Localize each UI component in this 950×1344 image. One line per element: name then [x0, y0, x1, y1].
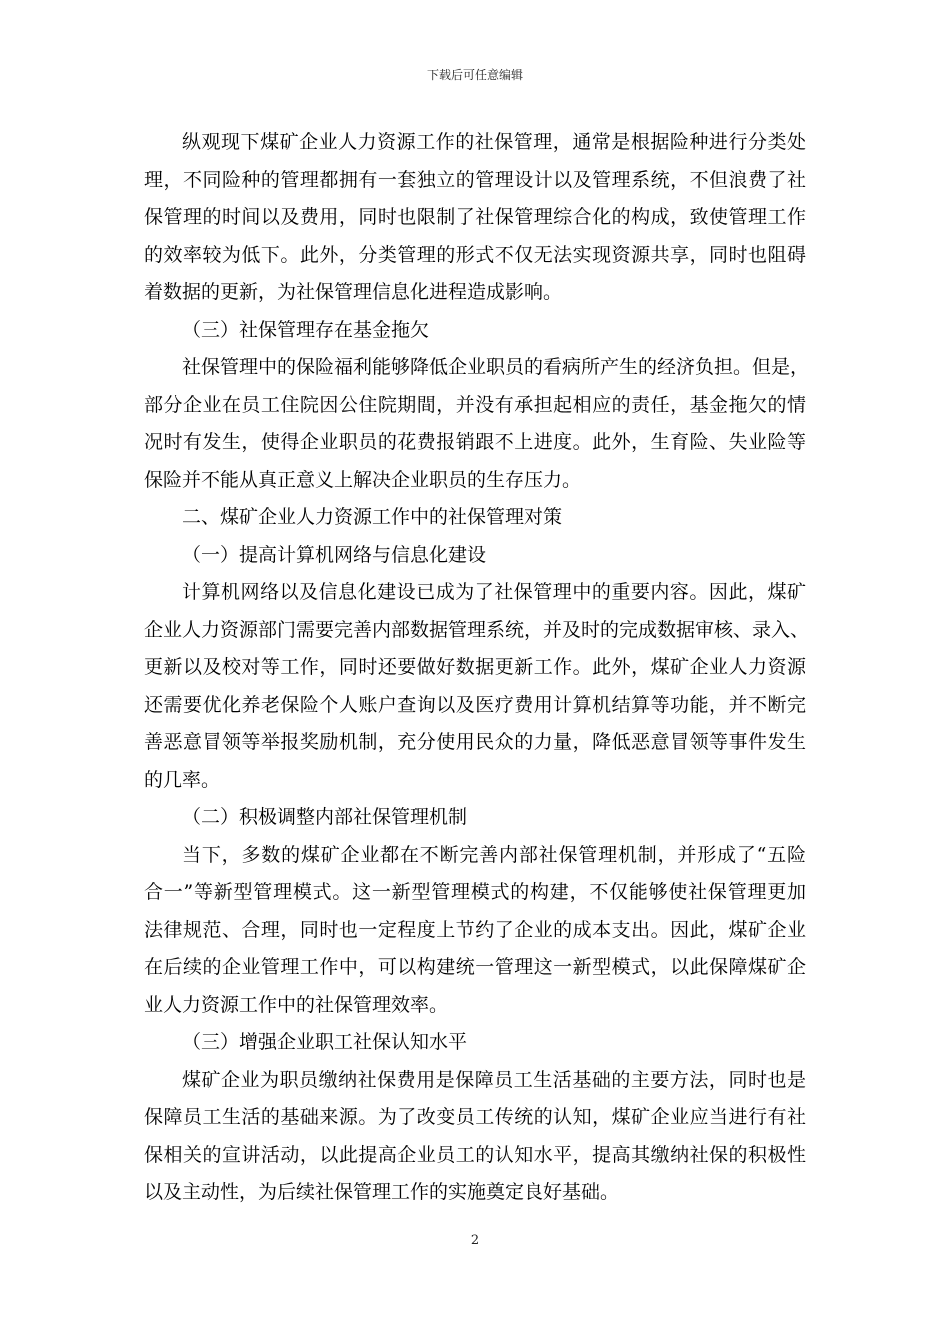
text-line: 在后续的企业管理工作中，可以构建统一管理这一新型模式，以此保障煤矿企 — [144, 956, 806, 978]
text-line: 社保管理中的保险福利能够降低企业职员的看病所产生的经济负担。但是， — [182, 356, 810, 378]
text-line: 还需要优化养老保险个人账户查询以及医疗费用计算机结算等功能，并不断完 — [144, 693, 806, 716]
text-line: 业人力资源工作中的社保管理效率。 — [144, 993, 449, 1016]
section-heading — [144, 312, 806, 350]
document-body — [144, 124, 810, 1212]
text-line: 的效率较为低下。此外，分类管理的形式不仅无法实现资源共享，同时也阻碍 — [144, 243, 806, 266]
paragraph — [144, 574, 810, 799]
text-line: 着数据的更新，为社保管理信息化进程造成影响。 — [144, 281, 563, 303]
text-line: 企业人力资源部门需要完善内部数据管理系统，并及时的完成数据审核、录入、 — [144, 618, 810, 641]
text-line: 以及主动性，为后续社保管理工作的实施奠定良好基础。 — [144, 1181, 620, 1203]
text-line: 保险并不能从真正意义上解决企业职员的生存压力。 — [144, 468, 582, 491]
heading-text: （三）增强企业职工社保认知水平 — [182, 1031, 468, 1053]
heading-text: （三）社保管理存在基金拖欠 — [182, 318, 430, 341]
paragraph — [144, 349, 810, 499]
paragraph — [144, 837, 806, 1025]
text-line: 保障员工生活的基础来源。为了改变员工传统的认知，煤矿企业应当进行有社 — [144, 1106, 806, 1128]
text-line: 部分企业在员工住院因公住院期間，并没有承担起相应的责任，基金拖欠的情 — [144, 393, 806, 416]
heading-text: （一）提高计算机网络与信息化建设 — [182, 543, 487, 566]
text-line: 当下，多数的煤矿企业都在不断完善内部社保管理机制，并形成了“五险 — [182, 843, 806, 866]
text-line: 煤矿企业为职员缴纳社保费用是保障员工生活基础的主要方法，同时也是 — [182, 1068, 806, 1091]
text-line: 理，不同险种的管理都拥有一套独立的管理设计以及管理系统，不但浪费了社 — [144, 168, 806, 191]
heading-text: 二、煤矿企业人力资源工作中的社保管理对策 — [182, 506, 563, 528]
section-heading — [144, 1024, 806, 1062]
text-line: 计算机网络以及信息化建设已成为了社保管理中的重要内容。因此，煤矿 — [182, 581, 806, 603]
section-heading — [144, 537, 806, 575]
text-line: 的几率。 — [144, 768, 221, 791]
text-line: 善恶意冒领等举报奖励机制，充分使用民众的力量，降低恶意冒领等事件发生 — [144, 731, 806, 753]
text-line: 纵观现下煤矿企业人力资源工作的社保管理，通常是根据险种进行分类处 — [182, 131, 806, 153]
text-line: 合一”等新型管理模式。这一新型管理模式的构建，不仅能够使社保管理更加 — [144, 881, 806, 903]
text-line: 更新以及校对等工作，同时还要做好数据更新工作。此外，煤矿企业人力资源 — [144, 656, 806, 678]
section-heading — [144, 799, 806, 837]
section-heading — [144, 499, 806, 537]
paragraph — [144, 124, 806, 312]
heading-text: （二）积极调整内部社保管理机制 — [182, 806, 468, 828]
paragraph — [144, 1062, 806, 1212]
text-line: 保管理的时间以及费用，同时也限制了社保管理综合化的构成，致使管理工作 — [144, 206, 806, 228]
text-line: 法律规范、合理，同时也一定程度上节约了企业的成本支出。因此，煤矿企业 — [144, 918, 806, 941]
page-header: 下载后可任意编辑 — [426, 68, 523, 82]
page-number: 2 — [470, 1233, 480, 1248]
text-line: 况时有发生，使得企业职员的花费报销跟不上进度。此外，生育险、失业险等 — [144, 431, 806, 453]
text-line: 保相关的宣讲活动，以此提高企业员工的认知水平，提高其缴纳社保的积极性 — [144, 1143, 806, 1166]
